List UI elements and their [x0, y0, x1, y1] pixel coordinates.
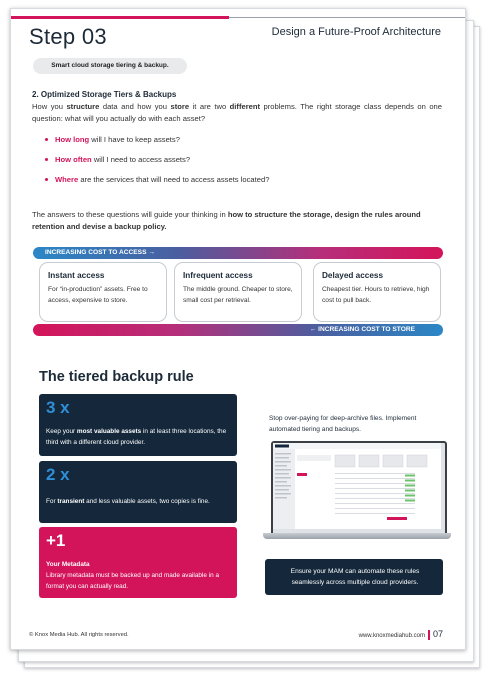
question-list	[45, 135, 425, 195]
side-note: Stop over-paying for deep-archive files. Implement automated tiering and backups.	[269, 415, 417, 433]
rule-multiplier: 2 x	[46, 465, 70, 484]
app-preview-graphic	[273, 443, 441, 529]
bullet-icon	[45, 178, 48, 181]
summary-pill: Smart cloud storage tiering & backup.	[33, 58, 187, 74]
rule-multiplier: 3 x	[46, 398, 70, 417]
tier-title: Instant access	[48, 271, 105, 280]
step-title: Step 03	[29, 24, 107, 49]
laptop-screenshot-image	[271, 441, 447, 535]
rule-text: Your Metadata Library metadata must be backed up and made available in a format you can actually read.	[46, 561, 220, 590]
laptop-base	[263, 533, 451, 539]
page-number: 07	[432, 629, 443, 639]
tier-desc: For “in-production” assets. Free to access, expensive to store.	[48, 286, 148, 304]
intro-paragraph: How you structure data and how you store it are two different problems. The right storage class depends on one question: what will you actually do with each asset?	[32, 102, 442, 123]
rule-heading: The tiered backup rule	[39, 369, 194, 385]
bullet-icon	[45, 158, 48, 161]
section-title: Optimized Storage Tiers & Backups	[40, 90, 177, 99]
mam-callout-box	[265, 559, 443, 595]
rule-text: Keep your most valuable assets in at least three locations, the third with a different cloud provider.	[46, 428, 227, 446]
rule-card-3x	[39, 394, 237, 456]
page-subtitle: Design a Future-Proof Architecture	[271, 26, 441, 38]
tier-title: Infrequent access	[183, 271, 253, 280]
section-heading	[32, 90, 176, 99]
tier-desc: The middle ground. Cheaper to store, small cost per retrieval.	[183, 286, 293, 304]
footer-copyright: © Knox Media Hub. All rights reserved.	[29, 632, 129, 638]
tier-card-infrequent	[174, 262, 302, 322]
callout-text: Ensure your MAM can automate these rules seamlessly across multiple cloud providers.	[290, 568, 420, 586]
document-page	[10, 8, 466, 650]
list-item: How often will I need to access assets?	[45, 155, 425, 175]
rule-text: For transient and less valuable assets, two copies is fine.	[46, 498, 210, 505]
footer-right	[359, 629, 443, 640]
tier-title: Delayed access	[322, 271, 383, 280]
store-cost-arrow: ← INCREASING COST TO STORE	[33, 324, 443, 336]
closing-paragraph: The answers to these questions will guide your thinking in how to structure the storage, design the rules around retention and devise a backup policy.	[32, 210, 421, 231]
bullet-icon	[45, 138, 48, 141]
footer-url[interactable]: www.knoxmediahub.com	[358, 633, 425, 639]
tier-card-instant	[39, 262, 167, 322]
tier-desc: Cheapest tier. Hours to retrieve, high cost to pull back.	[322, 286, 430, 304]
header-accent-bar	[11, 16, 229, 19]
tier-card-delayed	[313, 262, 441, 322]
footer-divider	[428, 630, 430, 640]
rule-card-2x	[39, 461, 237, 523]
access-cost-arrow: INCREASING COST TO ACCESS →	[33, 247, 443, 259]
rule-card-metadata	[39, 527, 237, 598]
list-item: Where are the services that will need to access assets located?	[45, 175, 425, 195]
list-item: How long will I have to keep assets?	[45, 135, 425, 155]
rule-multiplier: +1	[46, 531, 66, 550]
header-rule	[229, 17, 465, 18]
section-number: 2.	[32, 90, 39, 99]
